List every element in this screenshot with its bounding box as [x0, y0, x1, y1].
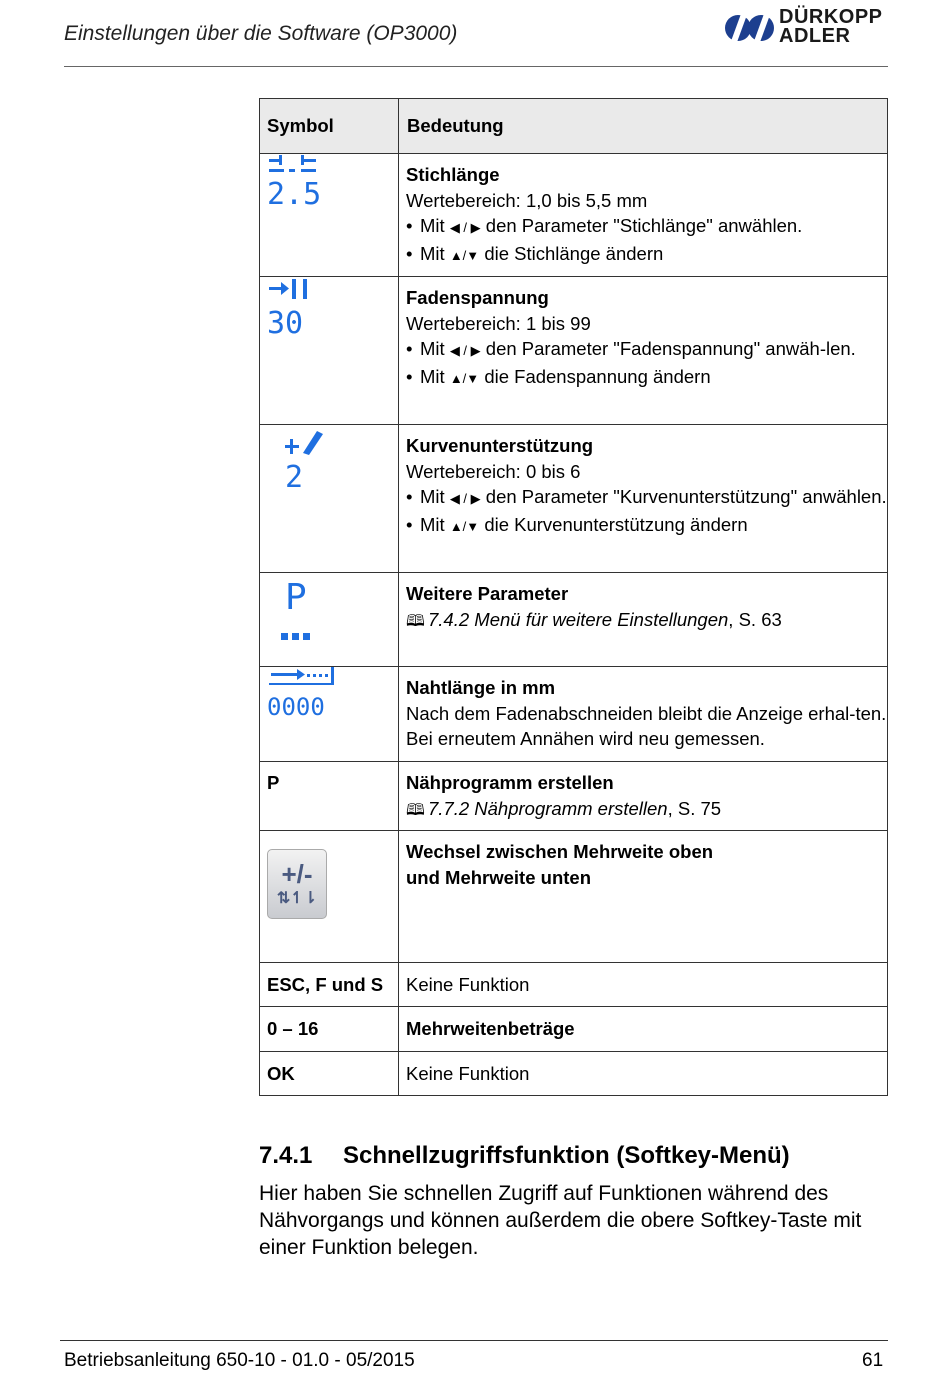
left-right-arrow-icon: ◀ / ▶	[449, 220, 481, 235]
seam-length-icon-cell	[260, 667, 399, 762]
cross-reference-link[interactable]: 7.4.2 Menü für weitere Einstellungen	[428, 608, 729, 630]
stitch-length-range: Wertebereich: 1,0 bis 5,5 mm	[406, 189, 648, 211]
table-header-row	[260, 99, 888, 154]
more-parameters-description: Weitere Parameter 🕮 7.4.2 Menü für weitere Einstellungen, S. 63	[399, 573, 888, 667]
left-right-arrow-icon: ◀ / ▶	[449, 491, 481, 506]
table-row: ESC, F und S Keine Funktion	[260, 963, 888, 1007]
up-down-arrows-icon: ⇅↿⇂	[276, 890, 318, 907]
plus-minus-button-icon: +/- ⇅↿⇂	[267, 849, 327, 919]
seam-length-description: Nahtlänge in mm Nach dem Fadenabschneiden bleibt die Anzeige erhal-ten. Bei erneutem Annähen wird neu gemessen.	[399, 667, 888, 762]
page-number: 61	[862, 1350, 884, 1371]
section-body-text: Hier haben Sie schnellen Zugriff auf Funktionen während des Nähvorgangs und können außerdem die obere Softkey-Taste mit einer Funktion belegen.	[259, 1182, 862, 1259]
curve-support-description: Kurvenunterstützung Wertebereich: 0 bis 6 • Mit ◀ / ▶ den Parameter "Kurvenunterstützung" anwählen. • Mit ▲/▼ die Kurvenunterstützung ändern	[399, 425, 888, 573]
thread-tension-icon-cell	[260, 277, 399, 425]
duerkopp-adler-logo: DÜRKOPP ADLER	[724, 8, 904, 50]
svg-text:30: 30	[267, 306, 304, 337]
more-parameters-icon-cell	[260, 573, 399, 667]
book-icon: 🕮	[406, 801, 425, 819]
book-icon: 🕮	[406, 612, 425, 630]
table-row	[260, 831, 888, 963]
table-row	[260, 277, 888, 425]
left-right-arrow-icon: ◀ / ▶	[449, 343, 481, 358]
seam-length-icon	[267, 667, 337, 719]
stitch-length-icon-cell	[260, 154, 399, 277]
symbol-table	[259, 98, 888, 1096]
table-row	[260, 573, 888, 667]
table-row	[260, 667, 888, 762]
curve-support-icon	[267, 425, 333, 491]
table-row	[260, 425, 888, 573]
curve-support-icon-cell	[260, 425, 399, 573]
table-row	[260, 762, 888, 831]
stitch-length-icon	[267, 154, 333, 206]
up-down-arrow-icon: ▲/▼	[449, 518, 480, 534]
table-row	[260, 154, 888, 277]
page-header-title: Einstellungen über die Software (OP3000)	[64, 22, 458, 45]
thread-tension-icon	[267, 277, 333, 337]
cross-reference-link[interactable]: 7.7.2 Nähprogramm erstellen	[428, 797, 668, 819]
more-parameters-icon	[267, 573, 333, 645]
sewing-program-description: Nähprogramm erstellen 🕮 7.7.2 Nähprogramm erstellen, S. 75	[399, 762, 888, 831]
footer-rule	[60, 1340, 888, 1341]
header-meaning: Bedeutung	[399, 99, 888, 154]
up-down-arrow-icon: ▲/▼	[449, 247, 480, 263]
svg-text:P: P	[285, 577, 307, 618]
stitch-length-description: Stichlänge Wertebereich: 1,0 bis 5,5 mm • Mit ◀ / ▶ den Parameter "Stichlänge" anwählen. • Mit ▲/▼ die Stichlänge ändern	[399, 154, 888, 277]
section-heading: 7.4.1 Schnellzugriffsfunktion (Softkey-Menü)	[259, 1142, 790, 1169]
thread-tension-title: Fadenspannung	[406, 287, 549, 308]
toggle-width-icon-cell	[260, 831, 399, 963]
svg-text:2: 2	[285, 460, 304, 491]
table-row: OK Keine Funktion	[260, 1052, 888, 1096]
footer-document-id: Betriebsanleitung 650-10 - 01.0 - 05/2015	[64, 1350, 415, 1371]
thread-tension-description: Fadenspannung Wertebereich: 1 bis 99 • Mit ◀ / ▶ den Parameter "Fadenspannung" anwäh-len. • Mit ▲/▼ die Fadenspannung ändern	[399, 277, 888, 425]
toggle-width-description: Wechsel zwischen Mehrweite oben und Mehrweite unten	[399, 831, 888, 963]
up-down-arrow-icon: ▲/▼	[449, 370, 480, 386]
svg-text:2.5: 2.5	[267, 177, 322, 206]
header-symbol: Symbol	[260, 99, 399, 154]
sewing-program-symbol: P	[260, 762, 399, 831]
svg-text:0000: 0000	[267, 693, 325, 719]
stitch-length-title: Stichlänge	[406, 164, 500, 185]
header-rule	[64, 66, 888, 67]
table-row: 0 – 16 Mehrweitenbeträge	[260, 1007, 888, 1052]
